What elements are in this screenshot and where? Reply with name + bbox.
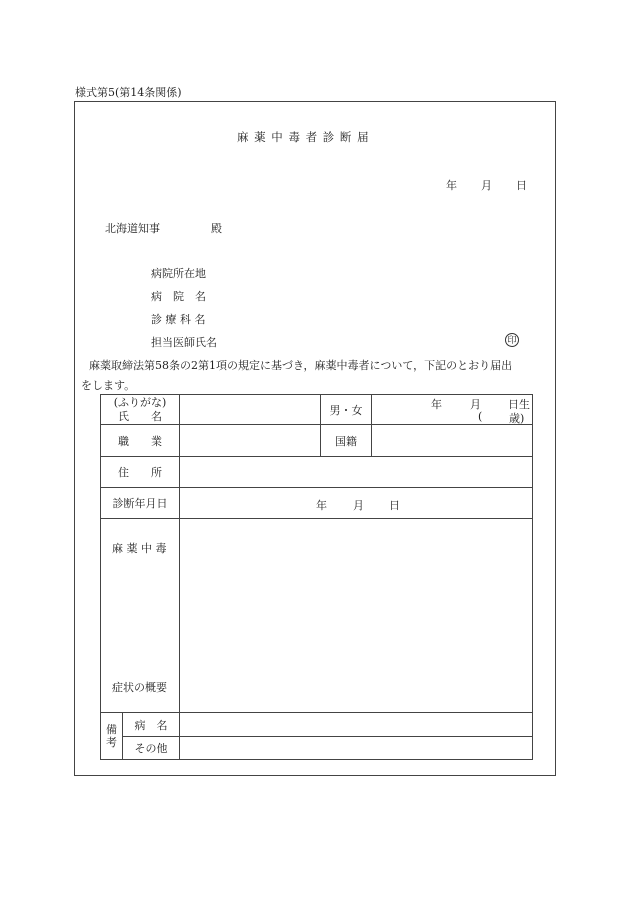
occupation-row (101, 425, 533, 457)
diag-year-label: 年 (316, 499, 327, 512)
occupation-value[interactable] (180, 425, 321, 457)
nationality-label: 国籍 (321, 425, 372, 457)
birth-date-cell[interactable] (372, 395, 533, 425)
name-row (101, 395, 533, 425)
symptoms-row (101, 519, 533, 713)
form-title: 麻 薬 中 毒 者 診 断 届 (237, 130, 370, 144)
nationality-value[interactable] (372, 425, 533, 457)
symptoms-value[interactable] (180, 519, 533, 713)
symptoms-label-cell (101, 519, 180, 713)
other-value[interactable] (180, 737, 533, 760)
age-open: ( (478, 410, 483, 423)
name-label-cell (101, 395, 180, 425)
name-label: 氏 名 (118, 409, 162, 423)
date-day: 日 (516, 179, 527, 192)
symptoms-summary-label: 症状の概要 (112, 681, 167, 694)
department-label: 診 療 科 名 (151, 313, 206, 326)
birth-month-label: 月 (470, 398, 481, 411)
addiction-label: 麻 薬 中 毒 (112, 542, 167, 555)
address-value[interactable] (180, 457, 533, 488)
disease-name-value[interactable] (180, 713, 533, 737)
date-year: 年 (446, 179, 457, 192)
disease-name-label: 病 名 (123, 713, 180, 737)
name-value[interactable] (180, 395, 321, 425)
diag-month-label: 月 (353, 499, 364, 512)
diagnosis-date-row (101, 488, 533, 519)
physician-name-label: 担当医師氏名 (151, 336, 217, 349)
disease-row (101, 713, 533, 737)
diagnosis-date-label: 診断年月日 (101, 488, 180, 519)
statement-line-1: 麻薬取締法第58条の2第1項の規定に基づき，麻薬中毒者について，下記のとおり届出 (89, 359, 513, 372)
hospital-address-label: 病院所在地 (151, 267, 206, 280)
seal-mark: 印 (505, 333, 519, 347)
remarks-label (101, 713, 123, 760)
hospital-name-label: 病 院 名 (151, 290, 206, 303)
diagnosis-date-value[interactable] (180, 488, 533, 519)
form-number: 様式第5(第14条関係) (75, 86, 182, 99)
other-row (101, 737, 533, 760)
remarks-label-text: 備考 (106, 723, 117, 749)
date-month: 月 (481, 179, 492, 192)
sex-field[interactable]: 男・女 (321, 395, 372, 425)
statement-line-2: をします。 (81, 379, 136, 392)
birth-year-label: 年 (431, 398, 442, 411)
other-label: その他 (123, 737, 180, 760)
address-row (101, 457, 533, 488)
occupation-label: 職 業 (101, 425, 180, 457)
addressee-honorific: 殿 (211, 222, 222, 235)
diag-day-label: 日 (389, 499, 400, 512)
report-table (100, 394, 533, 760)
birth-day-label: 日生 (508, 398, 530, 411)
address-label: 住 所 (101, 457, 180, 488)
addressee-name: 北海道知事 (105, 222, 160, 235)
furigana-label: (ふりがな) (113, 395, 167, 409)
age-label: 歳) (509, 412, 525, 425)
